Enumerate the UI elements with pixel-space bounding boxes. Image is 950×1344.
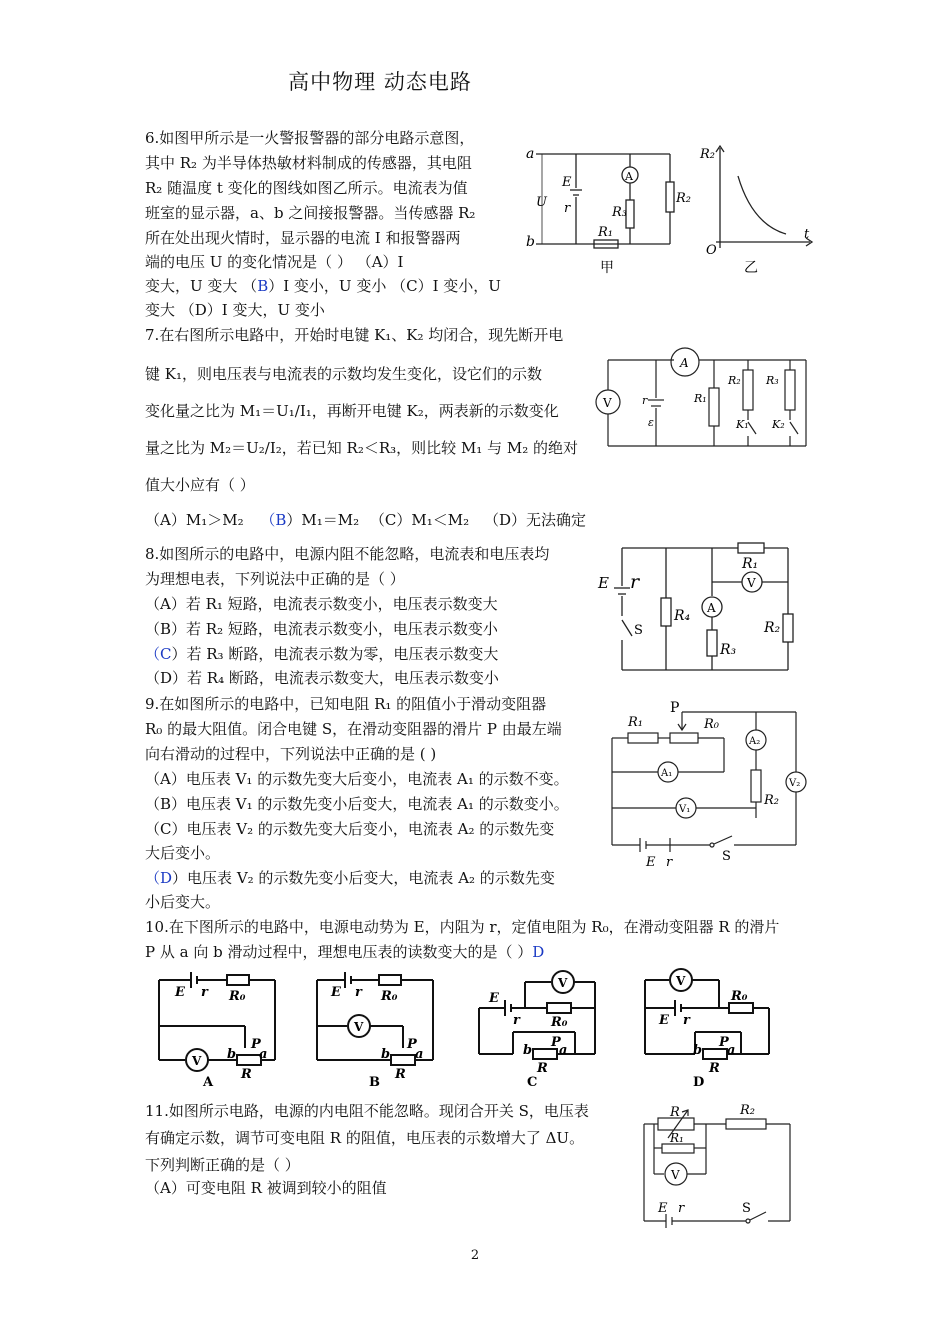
q8-label-R2: R₂	[764, 620, 781, 636]
q10-a-label-R0: R₀	[229, 989, 246, 1004]
q10-d-label-r: r	[683, 1013, 690, 1028]
q10-caption-b: B	[369, 1075, 380, 1090]
q9-label-R1: R₁	[628, 715, 643, 730]
q10-c-label-R: R	[537, 1061, 548, 1076]
q10-b-voltmeter: V	[354, 1020, 364, 1034]
q9-option-b: （B）电压表 V₁ 的示数先变小后变大，电流表 A₁ 的示数变小。	[145, 795, 569, 813]
q9-option-d-text: ）电压表 V₂ 的示数先变小后变大，电流表 A₂ 的示数先变	[172, 869, 555, 887]
q7-option-d: （D）无法确定	[483, 511, 586, 529]
q10-caption-a: A	[203, 1075, 214, 1090]
q10-b-label-E: E	[331, 985, 341, 1000]
q10-a-label-b: b	[227, 1047, 237, 1062]
q9-answer-mark: （	[145, 869, 161, 887]
q10-a-label-E: E	[175, 985, 185, 1000]
q10-a-voltmeter: V	[192, 1054, 202, 1068]
q9-line: 向右滑动的过程中，下列说法中正确的是 ( )	[145, 745, 437, 763]
q10-b-label-r: r	[355, 985, 362, 1000]
q7-figure	[590, 342, 820, 452]
q6-caption-jia: 甲	[600, 260, 614, 276]
q6-label-E: E	[562, 175, 572, 190]
q7-label-R2: R₂	[728, 374, 741, 387]
q9-option-d-cont: 小后变大。	[145, 893, 221, 911]
q6-option-text: 变大，U 变大 （	[145, 277, 258, 295]
q8-label-E: E	[598, 574, 609, 592]
q9-label-E: E	[646, 855, 656, 870]
q8-voltmeter-label: V	[747, 576, 756, 590]
q10-answer: D	[532, 943, 545, 961]
q7-voltmeter-label: V	[603, 396, 612, 410]
q7-line: 量之比为 M₂＝U₂/I₂，若已知 R₂＜R₃，则比较 M₁ 与 M₂ 的绝对	[145, 439, 578, 457]
q7-line: 值大小应有（ ）	[145, 476, 255, 494]
q10-a-label-R: R	[241, 1067, 252, 1082]
q9-option-a: （A）电压表 V₁ 的示数先变大后变小，电流表 A₁ 的示数不变。	[145, 770, 569, 788]
q7-options-line	[145, 508, 586, 532]
q10-a-label-P: P	[251, 1037, 261, 1052]
q10-d-label-R: R	[709, 1061, 720, 1076]
q9-option-c-cont: 大后变小。	[145, 844, 221, 862]
q6-label-r: r	[564, 201, 571, 216]
q6-answer-mark: B	[257, 277, 269, 295]
q11-label-S: S	[742, 1201, 751, 1216]
q11-line: 有确定示数，调节可变电阻 R 的阻值，电压表的示数增大了 ΔU。	[145, 1129, 585, 1147]
q11-label-E: E	[658, 1201, 668, 1216]
q10-c-label-R0: R₀	[551, 1015, 568, 1030]
q8-label-R4: R₄	[674, 608, 691, 624]
q6-figure-jia	[520, 140, 820, 280]
q6-graph-ylabel: R₂	[700, 147, 715, 162]
q10-a-label-r: r	[201, 985, 208, 1000]
q8-option-c	[145, 642, 498, 666]
q8-line: 8.如图所示的电路中，电源内阻不能忽略，电流表和电压表均	[145, 545, 550, 563]
q10-b-label-a: a	[415, 1047, 424, 1062]
q11-label-R: R	[670, 1105, 680, 1120]
q6-line: R₂ 随温度 t 变化的图线如图乙所示。电流表为值	[145, 179, 468, 197]
q10-caption-c: C	[527, 1075, 538, 1090]
q6-options-line	[145, 274, 501, 298]
q10-d-label-R0: R₀	[731, 989, 748, 1004]
q8-option-d: （D）若 R₄ 断路，电流表示数变大，电压表示数变小	[145, 669, 499, 687]
q8-label-R1: R₁	[742, 556, 759, 572]
q9-label-R0: R₀	[704, 717, 719, 732]
q8-label-r: r	[630, 571, 640, 593]
q10-b-label-b: b	[381, 1047, 391, 1062]
q11-label-R1: R₁	[670, 1131, 684, 1145]
q9-label-P: P	[670, 700, 680, 716]
q11-line: 下列判断正确的是（ ）	[145, 1156, 300, 1174]
page-number: 2	[470, 1248, 480, 1263]
q10-d-label-P: P	[719, 1035, 729, 1050]
q11-option-a: （A）可变电阻 R 被调到较小的阻值	[145, 1179, 387, 1197]
q9-ammeter-a1-label: A₁	[661, 768, 673, 779]
q10-d-label-b: b	[693, 1043, 703, 1058]
q10-c-label-b: b	[523, 1043, 533, 1058]
q8-figure	[596, 540, 806, 680]
q6-line: 变大 （D）I 变大，U 变小	[145, 301, 325, 319]
q7-ammeter-label: A	[680, 356, 689, 370]
q10-d-voltmeter: V	[676, 974, 686, 988]
q6-label-a: a	[526, 146, 535, 162]
q9-voltmeter-v2-label: V₂	[789, 778, 801, 789]
q10-c-label-E: E	[489, 991, 499, 1006]
q6-line: 所在处出现火情时，显示器的电流 I 和报警器两	[145, 229, 461, 247]
q6-label-U: U	[536, 195, 547, 210]
q6-line: 其中 R₂ 为半导体热敏材料制成的传感器，其电阻	[145, 154, 472, 172]
q10-c-label-r: r	[513, 1013, 520, 1028]
q6-graph-xlabel: t	[804, 227, 810, 242]
q6-label-R2: R₂	[676, 191, 691, 206]
q10-figures	[145, 968, 785, 1092]
q11-label-R2: R₂	[740, 1103, 755, 1118]
q7-label-K1: K₁	[736, 418, 749, 431]
q7-option-b-text: ）M₁＝M₂	[286, 511, 360, 529]
q7-label-K2: K₂	[772, 418, 785, 431]
q8-ammeter-label: A	[707, 601, 716, 615]
q10-b-label-R0: R₀	[381, 989, 398, 1004]
q11-line: 11.如图所示电路，电源的内电阻不能忽略。现闭合开关 S，电压表	[145, 1102, 589, 1120]
q9-answer-letter: D	[160, 869, 173, 887]
q10-d-label-E: E	[659, 1013, 669, 1028]
q6-label-R3: R₃	[612, 205, 627, 220]
q9-voltmeter-v1-label: V₁	[679, 804, 691, 815]
q7-option-b: （B	[260, 511, 287, 529]
q6-option-text: ）I 变小，U 变小 （C）I 变小，U	[268, 277, 501, 295]
q9-label-S: S	[722, 849, 731, 864]
q6-graph-origin: O	[706, 243, 717, 258]
q11-figure	[636, 1098, 801, 1228]
q8-label-R3: R₃	[720, 642, 737, 658]
q6-line: 端的电压 U 的变化情况是（ ） （A）I	[145, 253, 404, 271]
q7-label-R1: R₁	[694, 392, 707, 405]
q7-label-R3: R₃	[766, 374, 779, 387]
q6-label-R1: R₁	[598, 225, 613, 240]
q8-answer-mark: （C	[145, 645, 172, 663]
q9-line: R₀ 的最大阻值。闭合电键 S，在滑动变阻器的滑片 P 由最左端	[145, 720, 562, 738]
q6-line: 6.如图甲所示是一火警报警器的部分电路示意图，	[145, 129, 475, 147]
q10-d-label-a: a	[727, 1043, 736, 1058]
q11-label-r: r	[678, 1201, 685, 1216]
q8-option-a: （A）若 R₁ 短路，电流表示数变小，电压表示数变大	[145, 595, 498, 613]
q10-b-label-R: R	[395, 1067, 406, 1082]
q8-option-b: （B）若 R₂ 短路，电流表示数变小，电压表示数变小	[145, 620, 498, 638]
q7-label-r: r	[642, 394, 648, 407]
q7-line: 变化量之比为 M₁＝U₁/I₁，再断开电键 K₂，两表新的示数变化	[145, 402, 559, 420]
q10-line-text: P 从 a 向 b 滑动过程中，理想电压表的读数变大的是（ ）	[145, 943, 533, 961]
q9-option-c: （C）电压表 V₂ 的示数先变大后变小，电流表 A₂ 的示数先变	[145, 820, 555, 838]
q7-line: 7.在右图所示电路中，开始时电键 K₁、K₂ 均闭合，现先断开电	[145, 326, 564, 344]
q10-line: 10.在下图所示的电路中，电源电动势为 E，内阻为 r，定值电阻为 R₀，在滑动变阻器 R 的滑片	[145, 918, 780, 936]
q11-voltmeter-label: V	[671, 1168, 680, 1182]
q6-ammeter-label: A	[625, 170, 633, 183]
q10-caption-d: D	[693, 1075, 705, 1090]
q6-line: 班室的显示器，a、b 之间接报警器。当传感器 R₂	[145, 204, 476, 222]
q9-ammeter-a2-label: A₂	[749, 736, 761, 747]
q7-line: 键 K₁，则电压表与电流表的示数均发生变化，设它们的示数	[145, 365, 542, 383]
q10-a-label-a: a	[259, 1047, 268, 1062]
q10-c-label-P: P	[551, 1035, 561, 1050]
q8-option-c-text: ）若 R₃ 断路，电流表示数为零，电压表示数变大	[171, 645, 499, 663]
q8-line: 为理想电表，下列说法中正确的是（ ）	[145, 570, 405, 588]
q7-option-c: （C）M₁＜M₂	[369, 511, 470, 529]
q9-figure	[600, 700, 810, 872]
q9-label-R2: R₂	[764, 793, 779, 808]
q10-c-voltmeter: V	[558, 976, 568, 990]
q6-label-b: b	[526, 234, 535, 250]
q10-c-label-a: a	[559, 1043, 568, 1058]
q10-b-label-P: P	[407, 1037, 417, 1052]
q7-label-eps: ε	[648, 416, 654, 429]
q9-line: 9.在如图所示的电路中，已知电阻 R₁ 的阻值小于滑动变阻器	[145, 695, 547, 713]
q9-option-d	[145, 866, 555, 890]
q7-option-a: （A）M₁＞M₂	[145, 511, 244, 529]
q8-label-S: S	[634, 623, 643, 638]
q9-label-r: r	[666, 855, 673, 870]
q10-line	[145, 940, 544, 964]
page-title: 高中物理 动态电路	[288, 70, 472, 94]
q6-caption-yi: 乙	[744, 260, 758, 276]
